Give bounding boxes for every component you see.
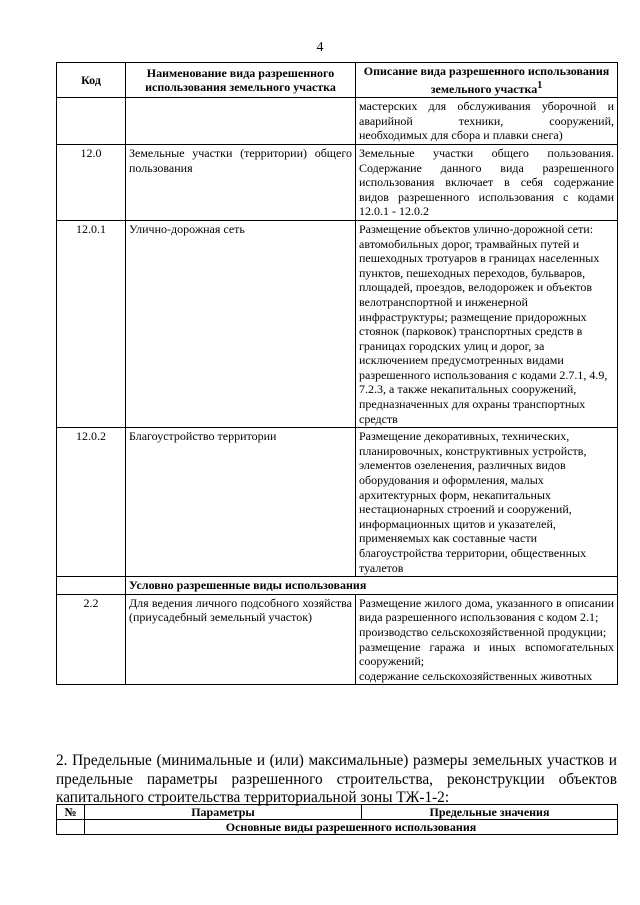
description-item: производство сельскохозяйственной продукции; bbox=[359, 624, 607, 639]
continuation-code-cell bbox=[57, 98, 126, 145]
continuation-desc-cell bbox=[356, 98, 618, 145]
description-item: содержание сельскохозяйственных животных bbox=[359, 668, 593, 683]
description-item: Размещение жилого дома, указанного в описании вида разрешенного использования с кодом 2.1; bbox=[359, 595, 614, 625]
paragraph-line: 2. Предельные (минимальные и (или) максимальные) размеры земельных участков и bbox=[56, 752, 617, 769]
footnote-marker: 1 bbox=[537, 79, 543, 91]
row-description bbox=[356, 594, 618, 685]
header-name: Наименование вида разрешенного использования земельного участка bbox=[126, 63, 356, 98]
section-empty-cell bbox=[57, 820, 85, 835]
parameters-section-title: Основные виды разрешенного использования bbox=[85, 820, 618, 835]
row-description: Размещение декоративных, технических, планировочных, конструктивных устройств, элементов озеленения, различных видов оборудования и оформления, малых архитектурных форм, некапитальных нестационарных строений и сооружений, информационных щитов и указателей, применяемых как составные части благоустройства территории, общественных туалетов bbox=[356, 428, 618, 577]
header-description-text: Описание вида разрешенного использования земельного участка bbox=[363, 64, 610, 96]
row-code: 12.0 bbox=[57, 144, 126, 220]
section-paragraph bbox=[56, 752, 617, 808]
parameters-table bbox=[56, 804, 618, 835]
table-row bbox=[57, 594, 618, 685]
row-name: Земельные участки (территории) общего пользования bbox=[126, 144, 356, 220]
header-description bbox=[356, 63, 618, 98]
description-item: размещение гаража и иных вспомогательных сооружений; bbox=[359, 639, 614, 669]
table-row bbox=[57, 428, 618, 577]
parameters-header-row bbox=[57, 805, 618, 820]
table-row bbox=[57, 220, 618, 427]
row-name: Благоустройство территории bbox=[126, 428, 356, 577]
table-row-continuation bbox=[57, 98, 618, 145]
header-values: Предельные значения bbox=[362, 805, 618, 820]
header-code: Код bbox=[57, 63, 126, 98]
table-header-row bbox=[57, 63, 618, 98]
row-description: Размещение объектов улично-дорожной сети: автомобильных дорог, трамвайных путей и пешеходных тротуаров в границах населенных пунктов, пешеходных переходов, бульваров, площадей, проездов, велодорожек и объектов велотранспортной и инженерной инфраструктуры; размещение придорожных стоянок (парковок) транспортных средств в границах городских улиц и дорог, за исключением предусмотренных видами разрешенного использования с кодами 2.7.1, 4.9, 7.2.3, а также некапитальных сооружений, предназначенных для охраны транспортных средств bbox=[356, 220, 618, 427]
continuation-line: необходимых для сбора и плавки снега) bbox=[359, 128, 563, 143]
paragraph-line: капитального строительства территориальной зоны ТЖ-1-2: bbox=[56, 789, 450, 806]
land-use-table bbox=[56, 62, 618, 685]
row-code: 12.0.2 bbox=[57, 428, 126, 577]
section-title: Условно разрешенные виды использования bbox=[126, 577, 618, 595]
paragraph-line: предельные параметры разрешенного строительства, реконструкции объектов bbox=[56, 770, 617, 788]
row-code: 2.2 bbox=[57, 594, 126, 685]
row-code: 12.0.1 bbox=[57, 220, 126, 427]
table-row bbox=[57, 144, 618, 220]
parameters-section-row bbox=[57, 820, 618, 835]
section-empty-cell bbox=[57, 577, 126, 595]
page-number: 4 bbox=[316, 40, 324, 55]
section-row bbox=[57, 577, 618, 595]
header-parameters: Параметры bbox=[85, 805, 362, 820]
row-name: Улично-дорожная сеть bbox=[126, 220, 356, 427]
row-description: Земельные участки общего пользования. Содержание данного вида разрешенного использования включает в себя содержание видов разрешенного использования с кодами 12.0.1 - 12.0.2 bbox=[356, 144, 618, 220]
continuation-name-cell bbox=[126, 98, 356, 145]
header-number: № bbox=[57, 805, 85, 820]
continuation-line: мастерских для обслуживания уборочной и bbox=[359, 99, 614, 114]
continuation-line: аварийной техники, сооружений, bbox=[359, 113, 614, 128]
row-name: Для ведения личного подсобного хозяйства (приусадебный земельный участок) bbox=[126, 594, 356, 685]
